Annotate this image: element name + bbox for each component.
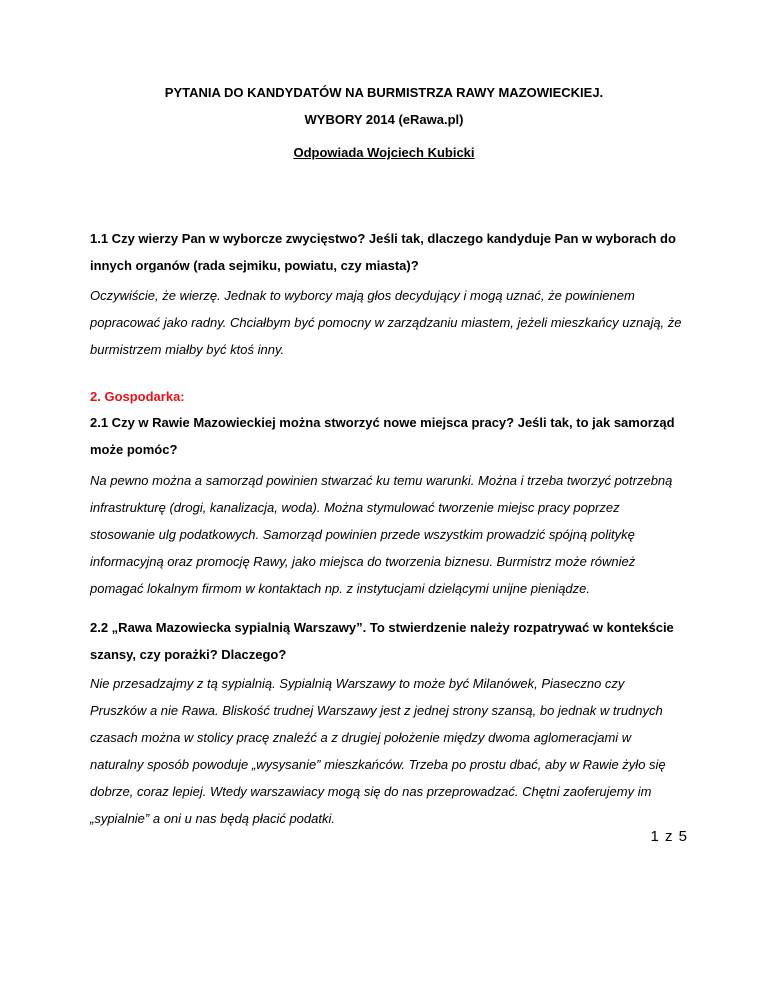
question-line: 2.1 Czy w Rawie Mazowieckiej można stworzyć nowe miejsca pracy? Jeśli tak, to jak samorząd: [90, 415, 675, 430]
answer-line: „sypialnie” a oni u nas będą płacić podatki.: [90, 811, 335, 826]
question-1-1: [90, 225, 690, 279]
question-2-2: [90, 614, 690, 668]
document-title: PYTANIA DO KANDYDATÓW NA BURMISTRZA RAWY MAZOWIECKIEJ.: [164, 85, 604, 100]
answer-line: popracować jako radny. Chciałbym być pomocny w zarządzaniu miastem, jeżeli mieszkańcy uznają, że: [90, 315, 682, 330]
page-number: 1 z 5: [650, 828, 688, 845]
answer-line: infrastrukturę (drogi, kanalizacja, woda). Można stymulować tworzenie miejsc pracy poprzez: [90, 500, 620, 515]
answer-line: pomagać lokalnym firmom w kontaktach np. z instytucjami dzielącymi unijne pieniądze.: [90, 581, 590, 596]
answer-line: informacyjną oraz promocję Rawy, jako miejsca do tworzenia biznesu. Burmistrz może również: [90, 554, 636, 569]
answer-line: stosowanie ulg podatkowych. Samorząd powinien przede wszystkim prowadzić spójną politykę: [90, 527, 635, 542]
question-line: 2.2 „Rawa Mazowiecka sypialnią Warszawy”. To stwierdzenie należy rozpatrywać w kontekście: [90, 620, 674, 635]
question-line: 1.1 Czy wierzy Pan w wyborcze zwycięstwo? Jeśli tak, dlaczego kandyduje Pan w wyborach do: [90, 231, 676, 246]
question-2-1: [90, 409, 690, 463]
answer-line: Nie przesadzajmy z tą sypialnią. Sypialnią Warszawy to może być Milanówek, Piaseczno czy: [90, 676, 625, 691]
answer-line: naturalny sposób powoduje „wysysanie” mieszkańców. Trzeba po prostu dbać, aby w Rawie żyło się: [90, 757, 666, 772]
answer-line: Oczywiście, że wierzę. Jednak to wyborcy mają głos decydujący i mogą uznać, że powinienem: [90, 288, 635, 303]
answer-2-1: [90, 467, 690, 602]
question-line: może pomóc?: [90, 442, 178, 457]
answer-line: dobrze, coraz lepiej. Wtedy warszawiacy mogą się do nas przeprowadzać. Chętni zaoferujemy im: [90, 784, 652, 799]
section-heading-gospodarka: 2. Gospodarka:: [90, 389, 185, 404]
document-subtitle: WYBORY 2014 (eRawa.pl): [304, 112, 464, 127]
question-line: innych organów (rada sejmiku, powiatu, czy miasta)?: [90, 258, 419, 273]
answer-line: burmistrzem miałby być ktoś inny.: [90, 342, 285, 357]
answer-1-1: [90, 282, 690, 363]
answer-line: czasach można w stolicy pracę znaleźć a z drugiej położenie między dwoma aglomeracjami w: [90, 730, 632, 745]
respondent-line: Odpowiada Wojciech Kubicki: [293, 145, 475, 160]
answer-line: Na pewno można a samorząd powinien stwarzać ku temu warunki. Można i trzeba tworzyć potrzebną: [90, 473, 673, 488]
question-line: szansy, czy porażki? Dlaczego?: [90, 647, 287, 662]
answer-line: Pruszków a nie Rawa. Bliskość trudnej Warszawy jest z jednej strony szansą, bo jednak w trudnych: [90, 703, 663, 718]
answer-2-2: [90, 670, 690, 832]
